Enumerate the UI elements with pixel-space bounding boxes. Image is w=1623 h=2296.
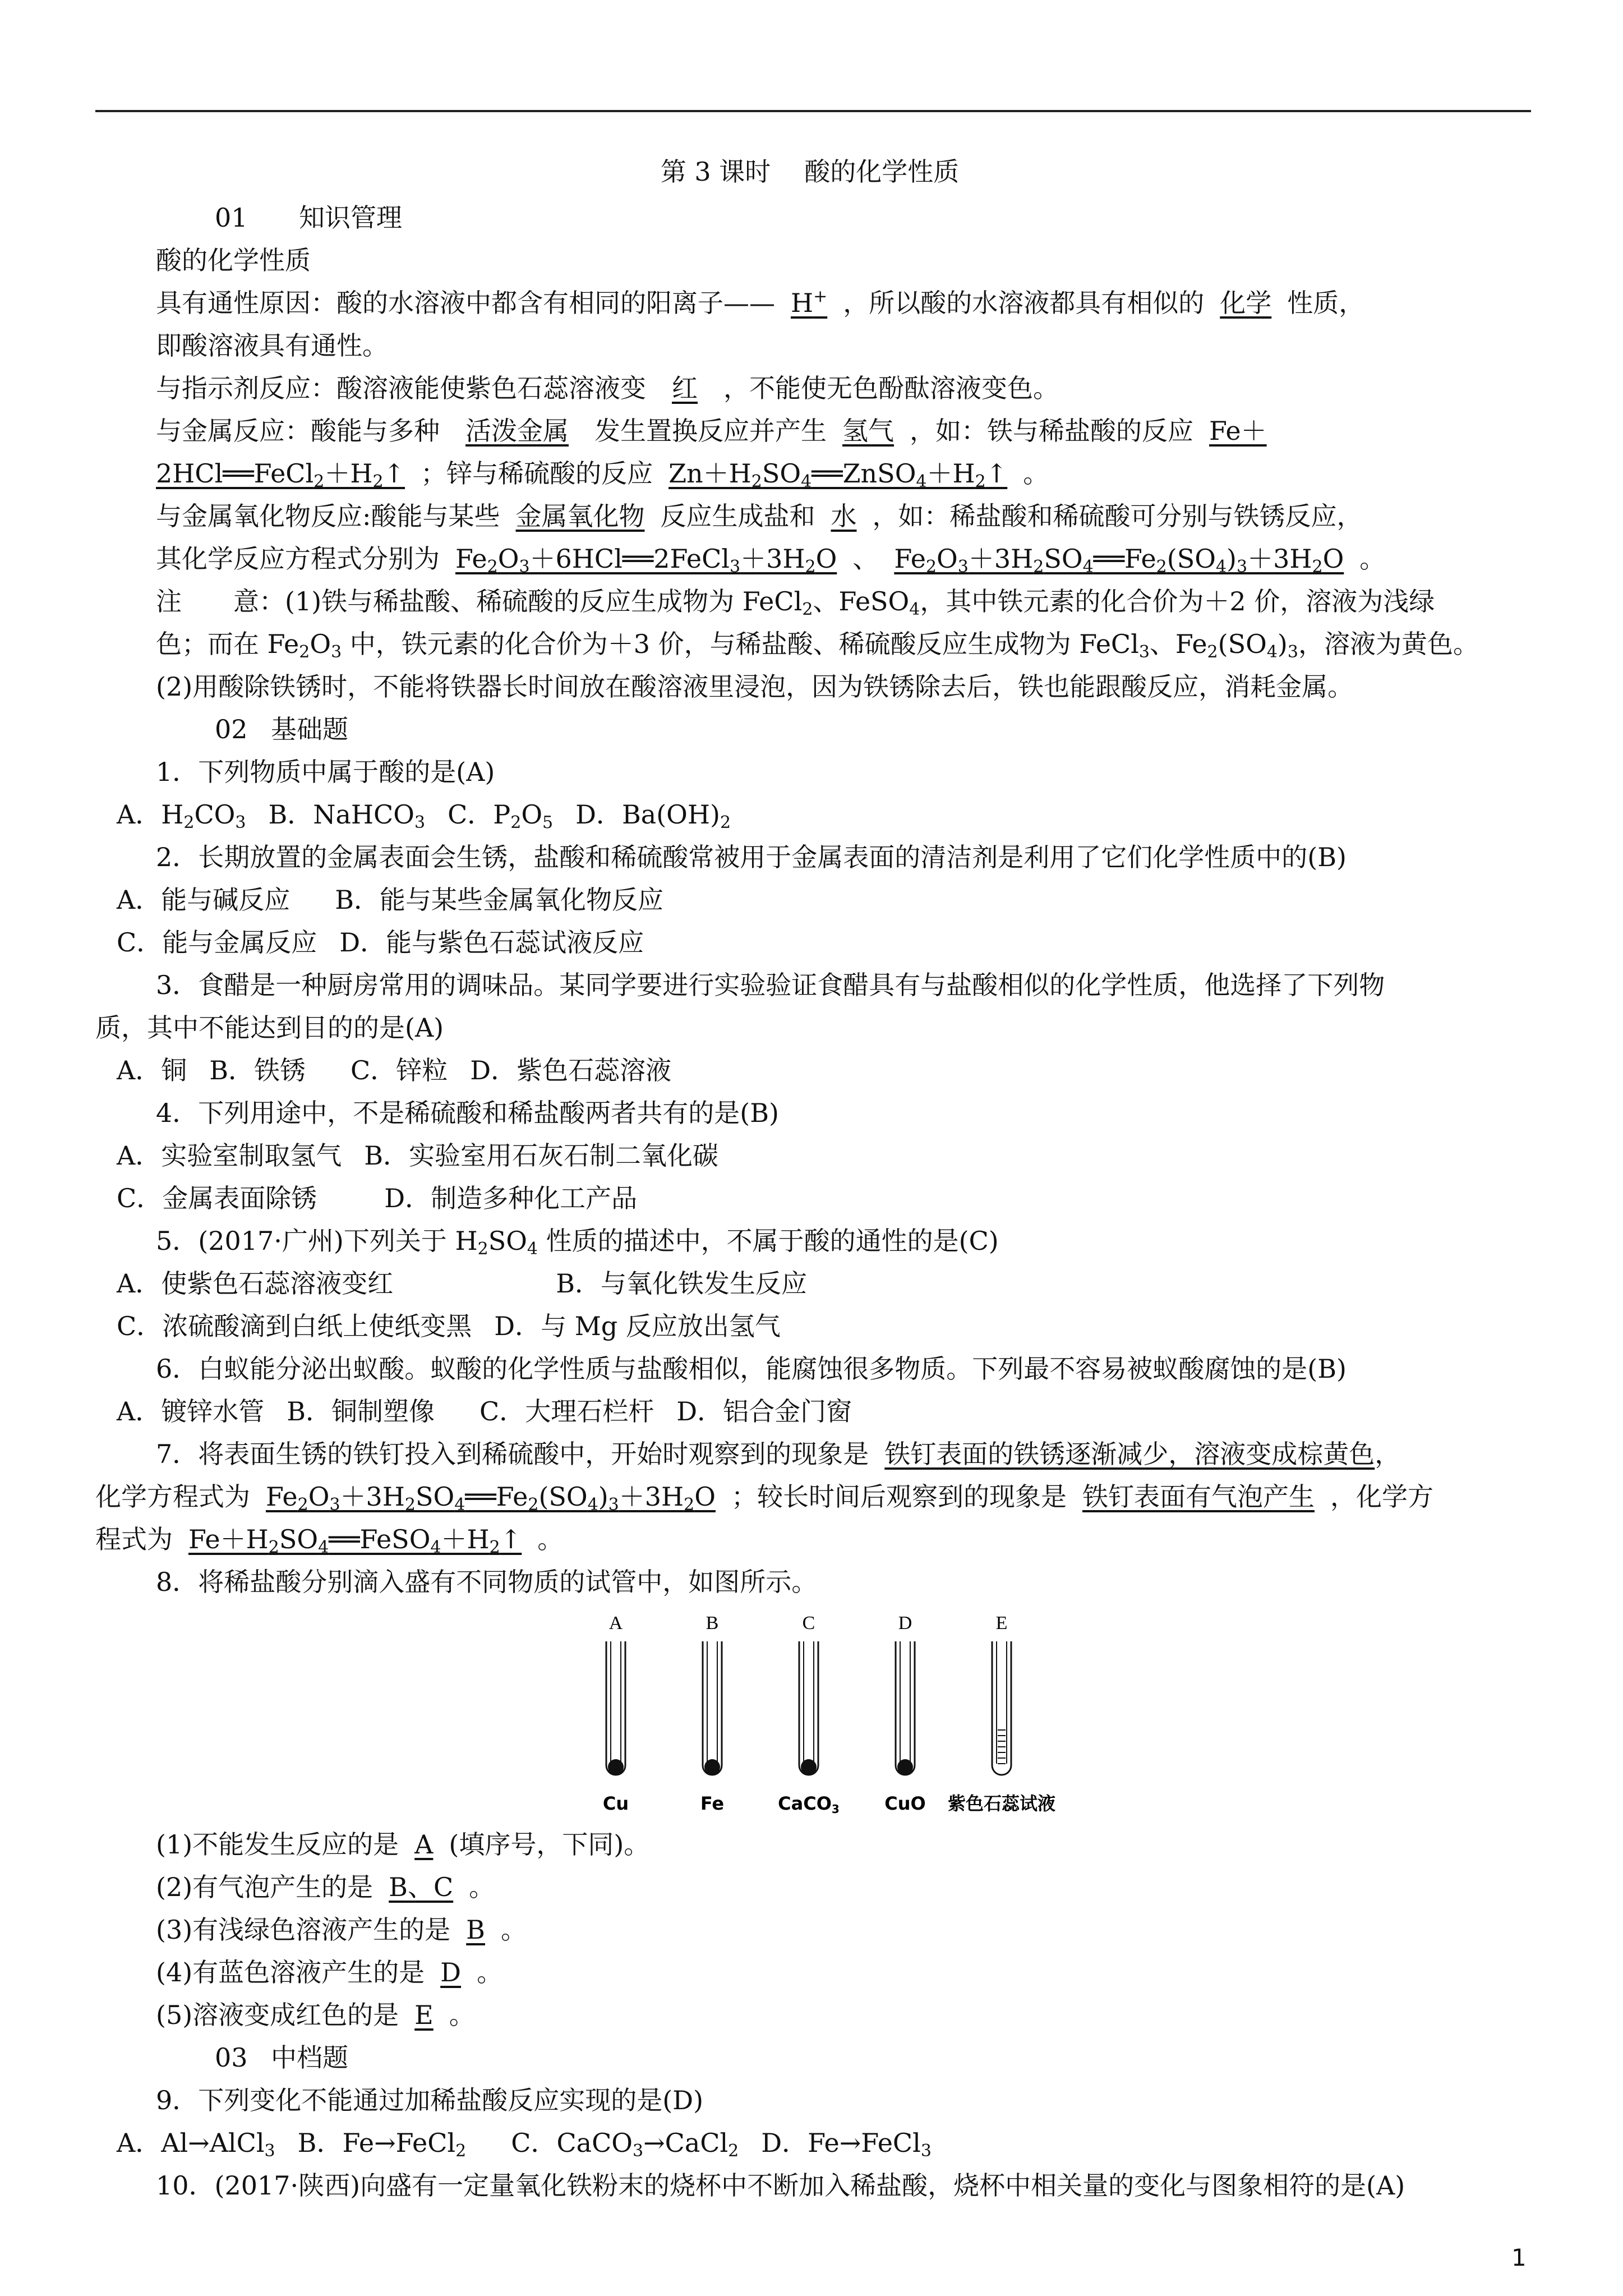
tube-label: 紫色石蕊试液 xyxy=(947,1793,1056,1814)
question-3-options: A．铜 B．铁锈 C．锌粒 D．紫色石蕊溶液 xyxy=(117,1055,672,1085)
note-1: 注 意：(1)铁与稀盐酸、稀硫酸的反应生成物为 FeCl$_2$、FeSO$_4$，其中铁元素的化合价为＋2 价，溶液为浅绿 色；而在 $Fe_2O_3$ 中，铁元素的化合价为＋3 价，与稀盐酸、稀硫酸反应生成物为 FeCl$_3$、$Fe_2(SO_4)_3$，溶液为黄色。 xyxy=(156,586,1479,662)
answer-blank: 金属氧化物 xyxy=(515,501,645,531)
test-tube-d xyxy=(884,1613,925,1814)
question-2: 2．长期放置的金属表面会生锈，盐酸和稀硫酸常被用于金属表面的清洁剂是利用了它们化学性质中的(B) xyxy=(156,842,1347,872)
tube-outline xyxy=(896,1641,915,1775)
solid-sample xyxy=(897,1759,913,1775)
knowledge-item-metal: 与金属反应：酸能与多种 活泼金属 发生置换反应并产生 氢气 ，如：铁与稀盐酸的反应 Fe＋ $2HCl══FeCl_2+H_2↑$ ；锌与稀硫酸的反应 $Zn+H_2SO_4══ZnSO_4+H_2↑$ 。 xyxy=(156,416,1267,491)
question-8-sub4: (4)有蓝色溶液产生的是 D 。 xyxy=(156,1957,503,1987)
page-number: 1 xyxy=(1511,2244,1527,2271)
tube-letter: A xyxy=(608,1613,623,1634)
question-1-options: A．$H_2CO_3$ B．NaHCO$_3$ C．$P_2O_5$ D．$Ba(OH)_2$ xyxy=(117,799,731,832)
answer-blank: $Fe_2O_3+3H_2SO_4══Fe_2(SO_4)_3+3H_2O$ xyxy=(894,544,1344,577)
answer-blank: 氢气 xyxy=(842,416,894,446)
question-8: 8．将稀盐酸分别滴入盛有不同物质的试管中，如图所示。 xyxy=(156,1567,818,1597)
tube-label: Fe xyxy=(700,1793,725,1814)
answer-blank: E xyxy=(414,2000,434,2030)
test-tube-a xyxy=(603,1613,629,1814)
question-8-sub2: (2)有气泡产生的是 B、C 。 xyxy=(156,1872,495,1902)
question-5-options-cd: C．浓硫酸滴到白纸上使纸变黑 D．与 Mg 反应放出氢气 xyxy=(117,1311,781,1341)
solid-sample xyxy=(704,1759,720,1775)
test-tube-figure xyxy=(156,1607,1524,1820)
tube-letter: E xyxy=(995,1613,1008,1634)
answer-blank: D xyxy=(440,1957,462,1987)
answer-blank: 红 xyxy=(672,373,698,403)
knowledge-item-oxide: 与金属氧化物反应:酸能与某些 金属氧化物 反应生成盐和 水 ，如：稀盐酸和稀硫酸可分别与铁锈反应， 其化学反应方程式分别为 $Fe_2O_3+6HCl══2FeCl_3+3H_2O$ 、 $Fe_2O_3+3H_2SO_4══Fe_2(SO_4)_3+3H_2O$ 。 xyxy=(156,501,1386,577)
question-8-sub5: (5)溶液变成红色的是 E 。 xyxy=(156,2000,475,2030)
answer-blank: $Fe_2O_3+3H_2SO_4══Fe_2(SO_4)_3+3H_2O$ xyxy=(266,1481,716,1515)
tube-letter: C xyxy=(802,1613,815,1634)
section-knowledge: 01 知识管理 xyxy=(215,203,402,233)
answer-blank: $2HCl══FeCl_2+H_2↑$ xyxy=(156,458,405,491)
question-7: 7．将表面生锈的铁钉投入到稀硫酸中，开始时观察到的现象是 铁钉表面的铁锈逐渐减少，溶液变成棕黄色， 化学方程式为 $Fe_2O_3+3H_2SO_4══Fe_2(SO_4)_3+3H_2O$ ；较长时间后观察到的现象是 铁钉表面有气泡产生 ，化学方 程式为 $Fe+H_2SO_4══FeSO_4+H_2↑$ 。 xyxy=(95,1439,1433,1557)
solid-sample xyxy=(801,1759,817,1775)
question-4-options-cd: C．金属表面除锈 D．制造多种化工产品 xyxy=(117,1183,638,1213)
answer-blank: A xyxy=(414,1829,434,1860)
test-tube-diagram xyxy=(582,1607,1221,1820)
answer-blank: H+ xyxy=(791,287,828,318)
lesson-title: 第 3 课时 酸的化学性质 xyxy=(660,157,960,187)
answer-blank: 化学 xyxy=(1220,288,1272,318)
question-4: 4．下列用途中，不是稀硫酸和稀盐酸两者共有的是(B) xyxy=(156,1098,779,1128)
tube-label-subscript: 3 xyxy=(831,1802,840,1816)
question-8-sub1: (1)不能发生反应的是 A (填序号，下同)。 xyxy=(156,1829,650,1860)
answer-blank: $Fe_2O_3+6HCl══2FeCl_3+3H_2O$ xyxy=(455,544,837,577)
question-1: 1．下列物质中属于酸的是(A) xyxy=(156,757,495,787)
answer-blank: 活泼金属 xyxy=(465,416,569,446)
tube-letter: B xyxy=(706,1613,719,1634)
answer-blank: $Zn+H_2SO_4══ZnSO_4+H_2↑$ xyxy=(668,458,1008,491)
test-tube-e xyxy=(948,1613,1055,1814)
tube-outline xyxy=(992,1641,1011,1775)
question-8-sub3: (3)有浅绿色溶液产生的是 B 。 xyxy=(156,1915,527,1945)
answer-blank: Fe＋ xyxy=(1209,416,1267,446)
tube-label: CuO xyxy=(884,1793,926,1814)
tube-outline xyxy=(799,1641,818,1775)
answer-blank: B、C xyxy=(389,1872,454,1902)
question-5-options-ab: A．使紫色石蕊溶液变红 B．与氧化铁发生反应 xyxy=(117,1268,808,1299)
document-body xyxy=(95,150,1524,2207)
question-2-options-cd: C．能与金属反应 D．能与紫色石蕊试液反应 xyxy=(117,927,644,958)
answer-blank: B xyxy=(466,1915,485,1945)
solid-sample xyxy=(608,1759,624,1775)
answer-blank: 铁钉表面有气泡产生 xyxy=(1082,1481,1315,1512)
test-tube-c xyxy=(778,1613,840,1816)
tube-outline xyxy=(703,1641,722,1775)
knowledge-item-indicator: 与指示剂反应：酸溶液能使紫色石蕊溶液变 红 ，不能使无色酚酞溶液变色。 xyxy=(156,373,1059,403)
tube-label: CaCO3 xyxy=(778,1793,840,1816)
answer-blank: 水 xyxy=(831,501,857,531)
header-rule xyxy=(95,110,1531,112)
tube-outline xyxy=(606,1641,625,1775)
question-2-options-ab: A．能与碱反应 B．能与某些金属氧化物反应 xyxy=(117,885,664,915)
knowledge-heading: 酸的化学性质 xyxy=(156,245,311,275)
knowledge-item-common: 具有通性原因：酸的水溶液中都含有相同的阳离子—— H+ ，所以酸的水溶液都具有相似的 化学 性质， 即酸溶液具有通性。 xyxy=(156,287,1365,361)
note-2: (2)用酸除铁锈时，不能将铁器长时间放在酸溶液里浸泡，因为铁锈除去后，铁也能跟酸反应，消耗金属。 xyxy=(156,671,1354,702)
answer-blank: $Fe+H_2SO_4══FeSO_4+H_2↑$ xyxy=(188,1524,522,1557)
tube-label: Cu xyxy=(602,1793,629,1814)
question-3: 3．食醋是一种厨房常用的调味品。某同学要进行实验验证食醋具有与盐酸相似的化学性质，他选择了下列物 质，其中不能达到目的的是(A) xyxy=(95,970,1385,1043)
tube-letter: D xyxy=(898,1613,912,1634)
section-basic: 02 基础题 xyxy=(215,714,348,744)
question-5: 5．(2017·广州)下列关于 $H_2SO_4$ 性质的描述中，不属于酸的通性的是(C) xyxy=(156,1226,999,1259)
question-6-options: A．镀锌水管 B．铜制塑像 C．大理石栏杆 D．铝合金门窗 xyxy=(117,1396,852,1427)
answer-blank: 铁钉表面的铁锈逐渐减少，溶液变成棕黄色 xyxy=(884,1439,1375,1469)
question-9-options: A．Al→AlCl$_3$ B．Fe→FeCl$_2$ C．CaCO$_3$→CaCl$_2$ D．Fe→FeCl$_3$ xyxy=(117,2128,932,2161)
section-medium: 03 中档题 xyxy=(215,2042,348,2073)
question-6: 6．白蚁能分泌出蚁酸。蚁酸的化学性质与盐酸相似，能腐蚀很多物质。下列最不容易被蚁酸腐蚀的是(B) xyxy=(156,1354,1347,1384)
question-10: 10．(2017·陕西)向盛有一定量氧化铁粉末的烧杯中不断加入稀盐酸，烧杯中相关量的变化与图象相符的是(A) xyxy=(156,2170,1405,2201)
test-tube-b xyxy=(700,1613,724,1814)
question-9: 9．下列变化不能通过加稀盐酸反应实现的是(D) xyxy=(156,2085,704,2115)
question-4-options-ab: A．实验室制取氢气 B．实验室用石灰石制二氧化碳 xyxy=(117,1140,719,1171)
